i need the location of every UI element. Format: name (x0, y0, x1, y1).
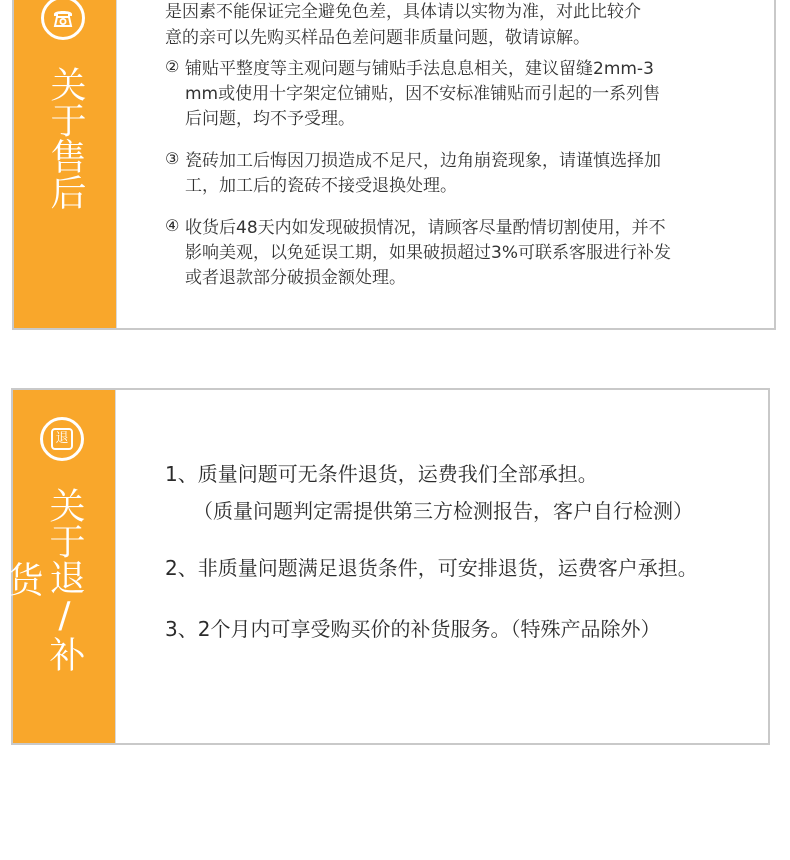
returns-line-1-note: （质量问题判定需提供第三方检测报告，客户自行检测） (193, 499, 693, 523)
returns-line-1: 1、质量问题可无条件退货，运费我们全部承担。 (165, 462, 598, 486)
returns-line-3: 3、2个月内可享受购买价的补货服务。（特殊产品除外） (165, 617, 661, 641)
phone-icon (41, 0, 85, 40)
aftersales-intro-line-1: 是因素不能保证完全避免色差，具体请以实物为准，对此比较介 (165, 2, 641, 22)
item-line: 后问题，均不予受理。 (185, 109, 355, 129)
aftersales-intro-line-2: 意的亲可以先购买样品色差问题非质量问题，敬请谅解。 (165, 28, 590, 48)
returns-panel (2, 388, 770, 745)
aftersales-sidebar (14, 0, 117, 328)
returns-title: 关于退/补货 (2, 486, 85, 672)
returns-sidebar (2, 390, 116, 743)
item-line: 收货后48天内如发现破损情况，请顾客尽量酌情切割使用，并不 (185, 218, 666, 238)
item-line: 影响美观，以免延误工期，如果破损超过3%可联系客服进行补发 (185, 243, 671, 263)
return-stamp-icon (40, 417, 84, 461)
aftersales-panel (12, 0, 776, 330)
return-stamp-glyph: 退 (51, 428, 73, 450)
returns-line-2: 2、非质量问题满足退货条件，可安排退货，运费客户承担。 (165, 556, 698, 580)
item-line: 或者退款部分破损金额处理。 (185, 268, 406, 288)
item-line: mm或使用十字架定位铺贴，因不安标准铺贴而引起的一系列售 (185, 84, 661, 104)
aftersales-item-4 (165, 216, 740, 291)
item-line: 工，加工后的瓷砖不接受退换处理。 (185, 176, 457, 196)
item-number: ④ (165, 216, 180, 235)
item-number: ② (165, 57, 180, 76)
aftersales-item-2 (165, 57, 740, 132)
item-number: ③ (165, 149, 180, 168)
aftersales-title: 关于售后 (45, 66, 86, 210)
aftersales-item-3 (165, 149, 740, 199)
item-line: 瓷砖加工后悔因刀损造成不足尺，边角崩瓷现象，请谨慎选择加 (185, 151, 661, 171)
item-line: 铺贴平整度等主观问题与铺贴手法息息相关，建议留缝2mm-3 (185, 59, 654, 79)
